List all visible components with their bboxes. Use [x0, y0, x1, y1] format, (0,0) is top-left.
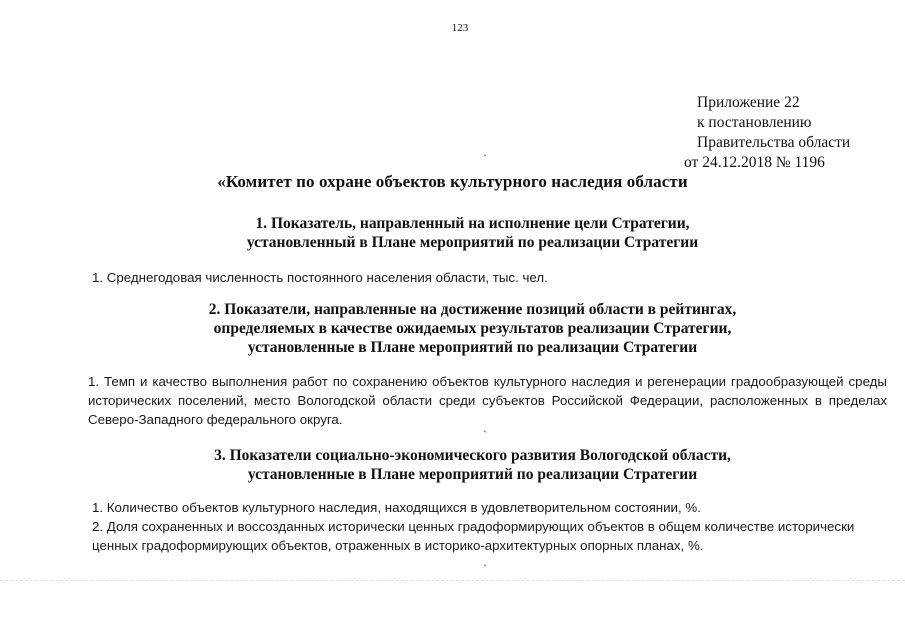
scan-mark: `	[483, 428, 487, 442]
page-number: 123	[451, 22, 469, 34]
section-2-heading-line-3: установленные в Плане мероприятий по реализации Стратегии	[247, 339, 698, 356]
section-2-heading-line-1: 2. Показатели, направленные на достижение позиций области в рейтингах,	[208, 301, 737, 318]
page-edge-line	[0, 580, 905, 581]
annex-block	[684, 93, 850, 173]
section-2-heading-line-2: определяемых в качестве ожидаемых результатов реализации Стратегии,	[213, 320, 732, 337]
section-2-item-text: 1. Темп и качество выполнения работ по сохранению объектов культурного наследия и регенерации градообразующей среды исторических поселений, место Вологодской области среди субъектов Российской Федерации, расположенных в пределах Северо-Западного федерального округа.	[88, 374, 887, 427]
section-1-heading-line-1: 1. Показатель, направленный на исполнение цели Стратегии,	[255, 215, 690, 232]
document-title: «Комитет по охране объектов культурного наследия области	[217, 172, 688, 191]
section-3-item-1: 1. Количество объектов культурного наследия, находящихся в удовлетворительном состоянии, %.	[92, 500, 701, 515]
annex-line-4: от 24.12.2018 № 1196	[684, 154, 825, 171]
section-2-item	[88, 372, 887, 429]
annex-line-1: Приложение 22	[697, 94, 800, 111]
section-3-item-2: 2. Доля сохраненных и воссозданных исторически ценных градоформирующих объектов в общем количестве исторически ценных градоформирующих объектов, отраженных в историко-архитектурных опорных планах, %.	[92, 519, 855, 553]
section-2-heading	[40, 300, 905, 357]
section-1-item: 1. Среднегодовая численность постоянного населения области, тыс. чел.	[92, 270, 548, 285]
annex-line-3: Правительства области	[697, 134, 851, 151]
scan-mark: `	[483, 152, 487, 166]
annex-line-2: к постановлению	[697, 114, 812, 131]
section-3-heading	[40, 446, 905, 484]
section-3-heading-line-1: 3. Показатели социально-экономического развития Вологодской области,	[214, 447, 731, 464]
scan-mark: `	[483, 562, 487, 576]
section-3-heading-line-2: установленные в Плане мероприятий по реализации Стратегии	[247, 466, 698, 483]
section-1-heading	[40, 214, 905, 252]
section-1-heading-line-2: установленный в Плане мероприятий по реализации Стратегии	[246, 234, 699, 251]
